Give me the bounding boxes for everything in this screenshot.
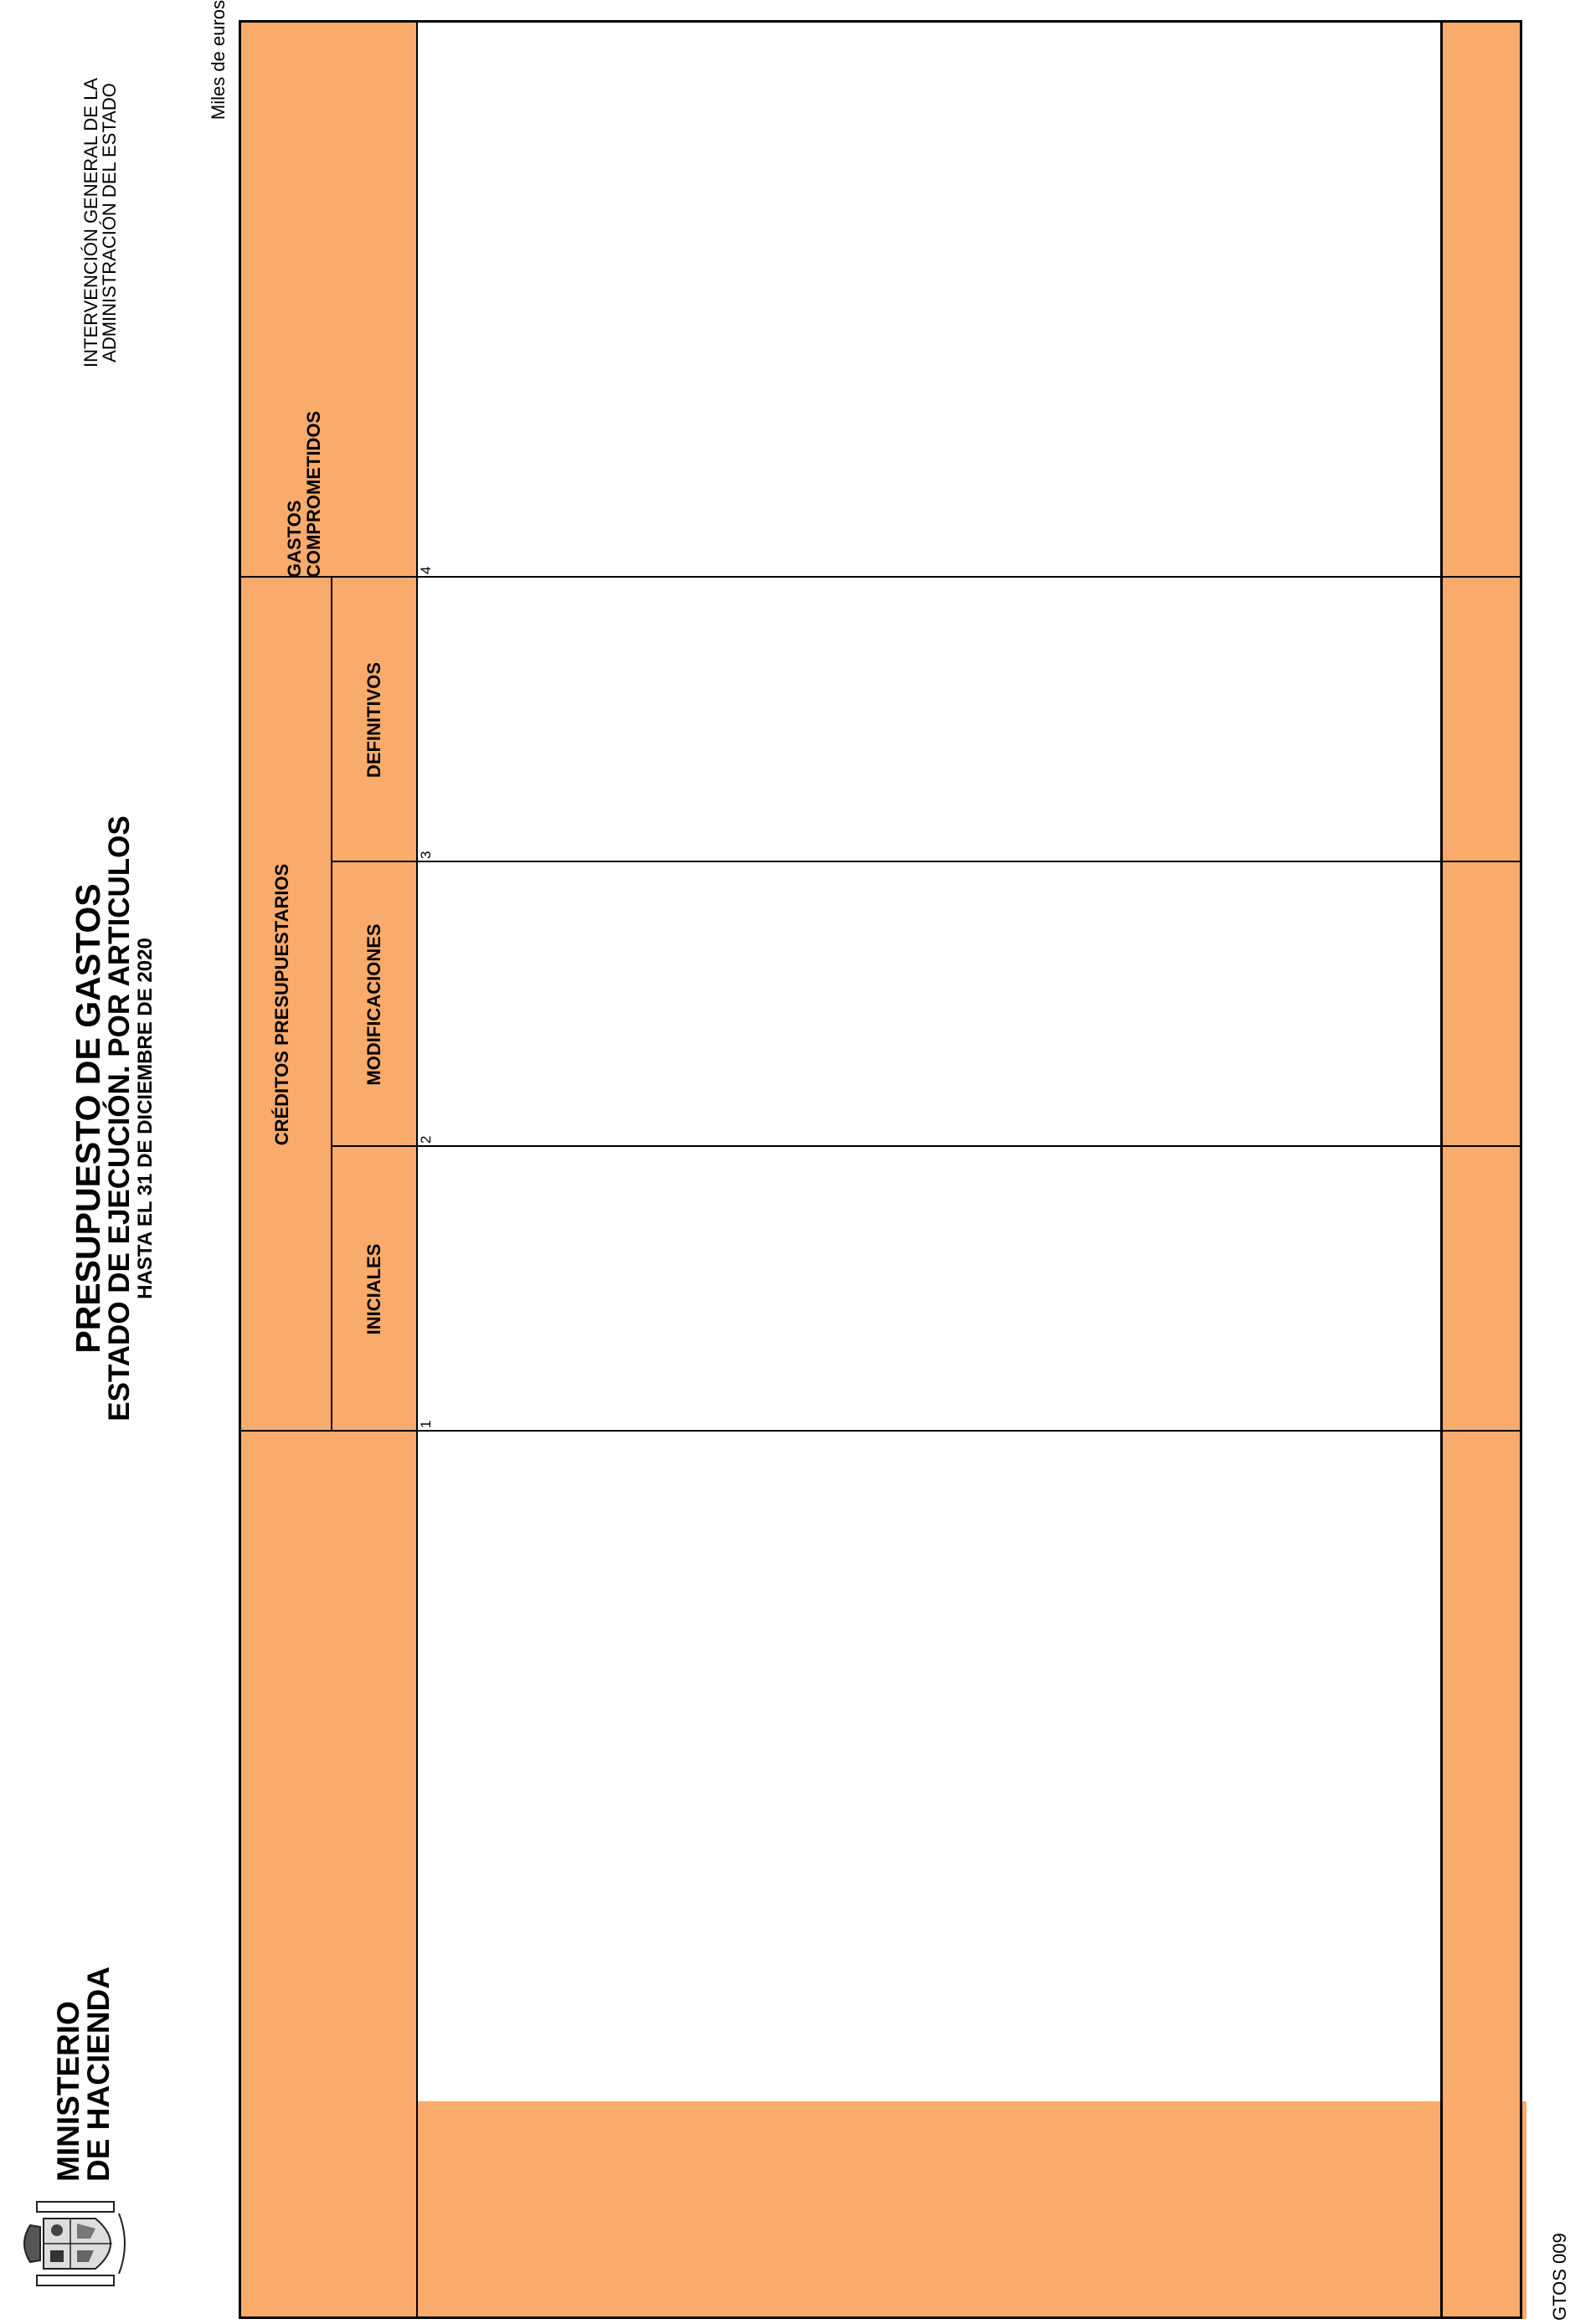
header-definitivos: DEFINITIVOS	[363, 661, 384, 779]
agency-line-2: ADMINISTRACIÓN DEL ESTADO	[99, 83, 120, 362]
totals-top-rule	[1440, 20, 1443, 2319]
column-number: 4	[418, 566, 434, 574]
ministry-name	[51, 1967, 116, 2182]
agency-name	[82, 39, 119, 407]
header-bottom-rule	[416, 20, 418, 2319]
column-number: 1	[418, 1420, 434, 1428]
col-rule-2	[331, 1145, 1522, 1147]
col-rule-1	[239, 1430, 1522, 1432]
creditos-group-rule	[331, 578, 332, 1432]
header-modificaciones: MODIFICACIONES	[363, 923, 384, 1086]
header-gastos-comprometidos	[285, 502, 323, 578]
units-note: Miles de euros	[208, 0, 229, 121]
table-border	[239, 20, 1522, 2319]
title-line-1: PRESUPUESTO DE GASTOS	[69, 883, 107, 1354]
ministry-line-2: DE HACIENDA	[81, 1967, 116, 2182]
report-code: GTOS 009	[1549, 2233, 1570, 2321]
header-gastos-line-1: GASTOS	[284, 500, 305, 578]
column-number: 3	[418, 851, 434, 859]
title-line-3: HASTA EL 31 DE DICIEMBRE DE 2020	[134, 938, 157, 1299]
coat-of-arms-icon	[18, 2197, 136, 2291]
title-line-2: ESTADO DE EJECUCIÓN. POR ARTICULOS	[103, 815, 136, 1422]
column-number: 2	[418, 1135, 434, 1144]
ministry-line-1: MINISTERIO	[51, 2001, 85, 2182]
col-rule-3	[331, 861, 1522, 862]
header-creditos-presupuestarios: CRÉDITOS PRESUPUESTARIOS	[271, 863, 292, 1146]
header-iniciales: INICIALES	[363, 1243, 384, 1335]
report-title	[71, 750, 157, 1487]
header-gastos-line-2	[304, 502, 323, 578]
col-rule-4	[239, 576, 1522, 578]
agency-line-1: INTERVENCIÓN GENERAL DE LA	[80, 78, 101, 368]
budget-table	[239, 20, 1522, 2319]
